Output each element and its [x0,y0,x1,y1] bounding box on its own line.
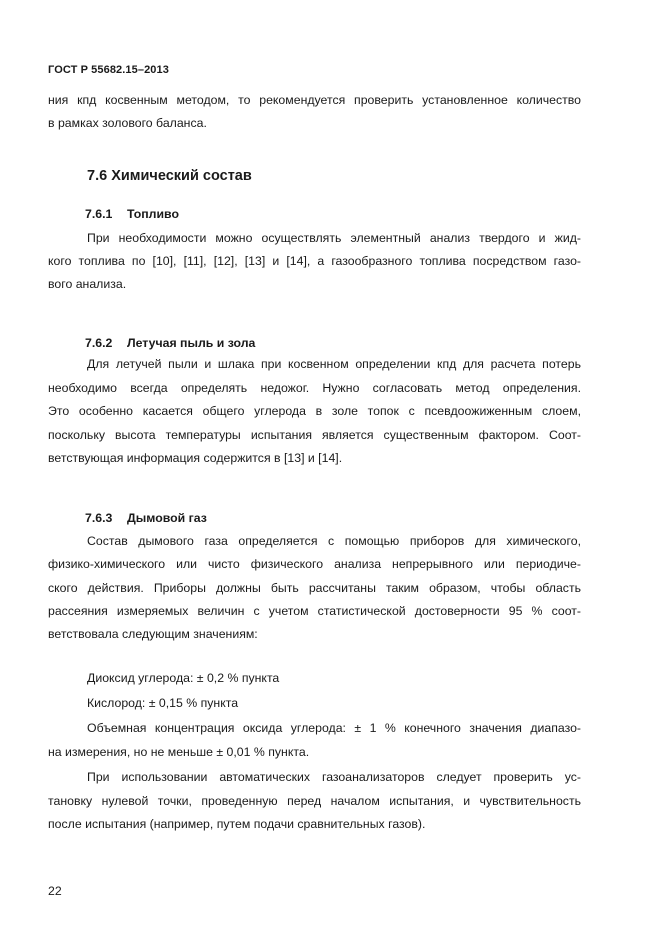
body-text-line: При необходимости можно осуществлять элементный анализ твердого и жид- [87,231,581,245]
body-text-line: Это особенно касается общего углерода в золе топок с псевдоожиженным слоем, [48,404,581,418]
body-text-line: При использовании автоматических газоанализаторов следует проверить ус- [87,770,581,784]
document-header: ГОСТ Р 55682.15–2013 [48,64,169,76]
body-text-line: рассеяния измеряемых величин с учетом статистической достоверности 95 % соот- [48,604,581,618]
measurement-value: Диоксид углерода: ± 0,2 % пункта [87,671,280,685]
section-heading [87,168,252,184]
body-text-line: физико-химического или чисто физического анализа непрерывного или периодиче- [48,557,581,571]
body-text-line: ветствовала следующим значениям: [48,627,258,641]
subsection-title: Летучая пыль и зола [127,336,256,350]
subsection-number: 7.6.1 [85,207,113,221]
body-text-line: поскольку высота температуры испытания является существенным фактором. Соот- [48,428,581,442]
body-text-line: на измерения, но не меньше ± 0,01 % пункта. [48,745,310,759]
section-title: Химический состав [111,168,252,184]
body-text-line: вого анализа. [48,277,127,291]
body-text-line: необходимо всегда определять недожог. Нужно согласовать метод определения. [48,381,581,395]
subsection-title: Дымовой газ [127,511,207,525]
section-number: 7.6 [87,168,108,184]
subsection-heading [85,336,255,350]
subsection-heading [85,207,179,221]
subsection-number: 7.6.3 [85,511,113,525]
body-text-line: кого топлива по [10], [11], [12], [13] и [14], а газообразного топлива посредством газо- [48,254,581,268]
body-text-line: Состав дымового газа определяется с помощью приборов для химического, [87,534,581,548]
subsection-heading [85,511,207,525]
body-text-line: в рамках золового баланса. [48,116,207,130]
body-text-line: ния кпд косвенным методом, то рекомендуется проверить установленное количество [48,93,581,107]
subsection-number: 7.6.2 [85,336,113,350]
body-text-line: тановку нулевой точки, проведенную перед началом испытания, и чувствительность [48,794,581,808]
body-text-line: Объемная концентрация оксида углерода: ± 1 % конечного значения диапазо- [87,721,581,735]
body-text-line: Для летучей пыли и шлака при косвенном определении кпд для расчета потерь [87,357,581,371]
measurement-value: Кислород: ± 0,15 % пункта [87,696,239,710]
subsection-title: Топливо [127,207,179,221]
body-text-line: после испытания (например, путем подачи сравнительных газов). [48,817,426,831]
body-text-line: ветствующая информация содержится в [13] и [14]. [48,451,343,465]
page-number: 22 [48,884,62,898]
body-text-line: ского действия. Приборы должны быть рассчитаны таким образом, чтобы область [48,581,581,595]
